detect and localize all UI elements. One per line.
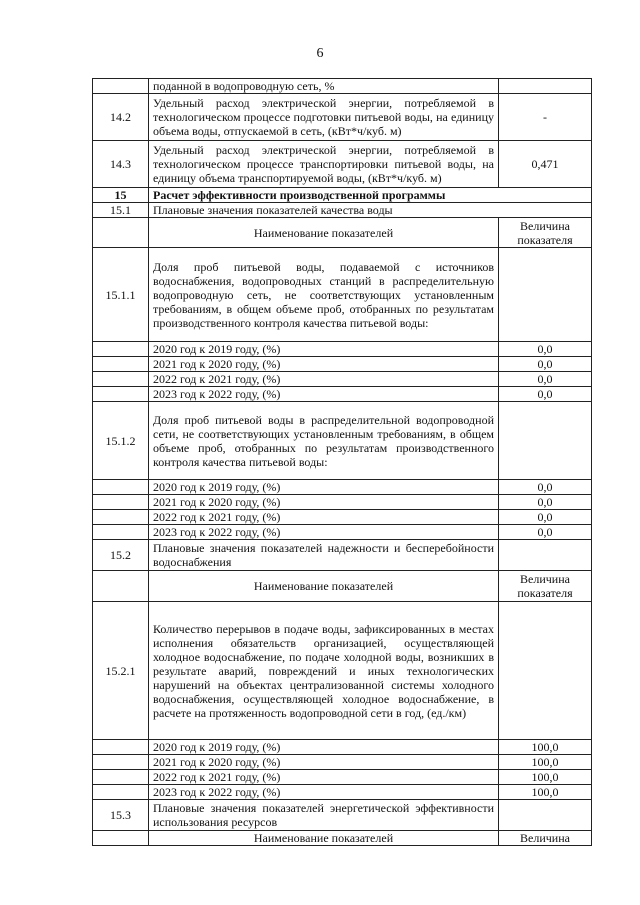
table-row [93,540,592,571]
row-text: Количество перерывов в подаче воды, зафиксированных в местах исполнения обязательств организацией, осуществляющей холодное водоснабжение, по подаче холодной воды, возникших в результате аварий, повреждений и иных технологических нарушений на объектах централизованной системы холодного водоснабжения, осуществляющей холодное водоснабжение, в расчете на протяженность водопроводной сети в год, (ед./км) [149,602,499,740]
table-row [93,495,592,510]
table-row [93,402,592,480]
row-text: Доля проб питьевой воды в распределительной водопроводной сети, не соответствующих установленным требованиям, в общем объеме проб, отобранных по результатам производственного контроля качества питьевой воды: [149,402,499,480]
year-label: 2022 год к 2021 году, (%) [149,510,499,525]
table-row [93,387,592,402]
year-label: 2022 год к 2021 году, (%) [149,770,499,785]
row-value: 0,0 [499,480,592,495]
year-label: 2020 год к 2019 году, (%) [149,342,499,357]
row-value: 0,0 [499,387,592,402]
table-row [93,785,592,800]
table-row [93,141,592,188]
table-row [93,480,592,495]
table-header-row [93,218,592,248]
row-value: 0,0 [499,510,592,525]
row-value [499,602,592,740]
table-row [93,755,592,770]
section-number: 15 [93,188,149,203]
row-value: 0,0 [499,357,592,372]
row-value [499,248,592,342]
row-text: Плановые значения показателей надежности и бесперебойности водоснабжения [149,540,499,571]
row-value: 0,0 [499,372,592,387]
page-number: 6 [316,46,324,61]
row-number: 15.3 [93,800,149,831]
table-row [93,79,592,94]
header-value: Величина показателя [499,218,592,248]
row-value: 100,0 [499,755,592,770]
header-name: Наименование показателей [149,218,499,248]
row-value [499,800,592,831]
row-text: Плановые значения показателей энергетической эффективности использования ресурсов [149,800,499,831]
year-label: 2021 год к 2020 году, (%) [149,495,499,510]
table-row [93,800,592,831]
row-value: 0,471 [499,141,592,188]
row-value: 100,0 [499,785,592,800]
row-number: 14.3 [93,141,149,188]
table-row [93,372,592,387]
header-name: Наименование показателей [149,571,499,602]
row-number: 15.1 [93,203,149,218]
row-number: 15.1.1 [93,248,149,342]
row-number: 15.1.2 [93,402,149,480]
table-row [93,342,592,357]
row-value: 0,0 [499,495,592,510]
row-number: 14.2 [93,94,149,141]
row-text: Плановые значения показателей качества воды [149,203,592,218]
table-row [93,357,592,372]
year-label: 2023 год к 2022 году, (%) [149,387,499,402]
year-label: 2021 год к 2020 году, (%) [149,357,499,372]
table-row [93,248,592,342]
row-text: поданной в водопроводную сеть, % [149,79,499,94]
header-value: Величина [499,831,592,846]
year-label: 2020 год к 2019 году, (%) [149,740,499,755]
row-value [499,402,592,480]
year-label: 2023 год к 2022 году, (%) [149,785,499,800]
row-number: 15.2.1 [93,602,149,740]
table-row [93,602,592,740]
table-row [93,510,592,525]
row-number [93,79,149,94]
table-header-row [93,571,592,602]
row-value: 0,0 [499,525,592,540]
row-text: Удельный расход электрической энергии, потребляемой в технологическом процессе транспортировки питьевой воды, на единицу объема транспортируемой воды, (кВт*ч/куб. м) [149,141,499,188]
table-header-row [93,831,592,846]
section-title: Расчет эффективности производственной программы [149,188,592,203]
row-value: - [499,94,592,141]
table-row [93,740,592,755]
year-label: 2023 год к 2022 году, (%) [149,525,499,540]
year-label: 2022 год к 2021 году, (%) [149,372,499,387]
header-value: Величина показателя [499,571,592,602]
row-text: Удельный расход электрической энергии, потребляемой в технологическом процессе подготовки питьевой воды, на единицу объема воды, отпускаемой в сеть, (кВт*ч/куб. м) [149,94,499,141]
row-value: 100,0 [499,740,592,755]
row-number: 15.2 [93,540,149,571]
table-row [93,188,592,203]
table-row [93,770,592,785]
header-name: Наименование показателей [149,831,499,846]
row-value: 0,0 [499,342,592,357]
row-value: 100,0 [499,770,592,785]
table-row [93,525,592,540]
document-table [92,78,592,846]
year-label: 2020 год к 2019 году, (%) [149,480,499,495]
table-row [93,203,592,218]
table-row [93,94,592,141]
row-value [499,540,592,571]
row-text: Доля проб питьевой воды, подаваемой с источников водоснабжения, водопроводных станций в распределительную водопроводную сеть, не соответствующих установленным требованиям, в общем объеме проб, отобранных по результатам производственного контроля качества питьевой воды: [149,248,499,342]
row-value [499,79,592,94]
year-label: 2021 год к 2020 году, (%) [149,755,499,770]
